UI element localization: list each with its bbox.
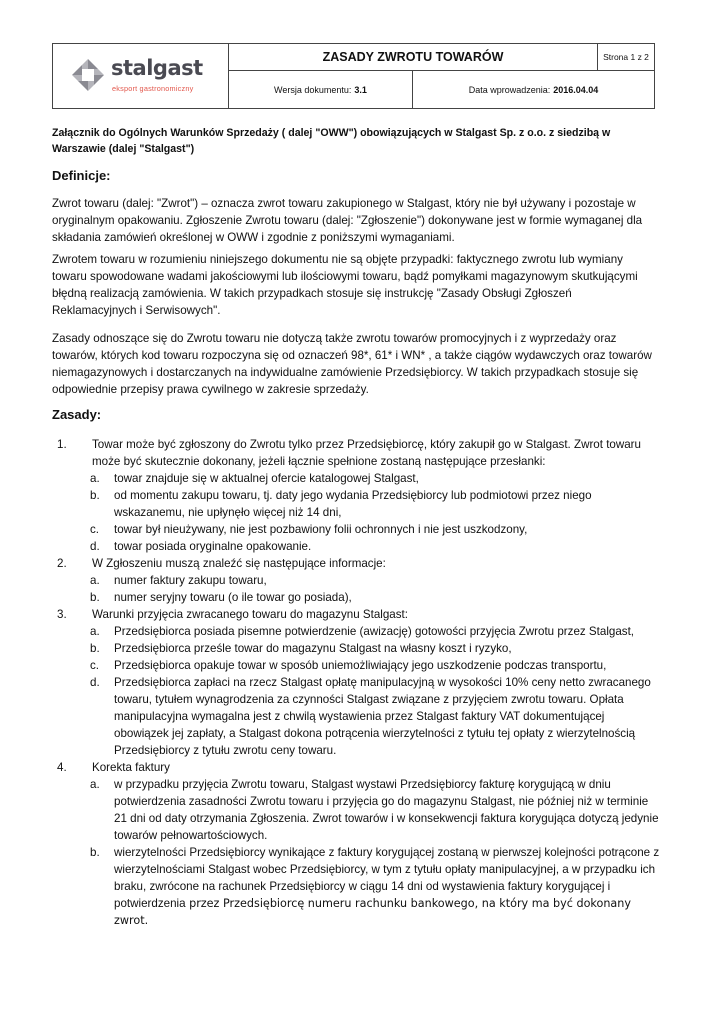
subitem-text: w przypadku przyjęcia Zwrotu towaru, Stalgast wystawi Przedsiębiorcy fakturę korygującą w dniu potwierdzenia zasadności Zwrotu towaru i przyjęcia go do magazynu Stalgast, nie później niż w terminie 21 dni od daty otrzymania Zgłoszenia. Zwrot towarów i w konsekwencji faktura korygująca dotyczą jedynie towarów pełnowartościowych. xyxy=(114,778,659,842)
rule-subitem xyxy=(52,487,662,521)
subitem-text: Przedsiębiorca opakuje towar w sposób uniemożliwiający jego uszkodzenie podczas transportu, xyxy=(114,659,607,672)
subitem-text: numer seryjny towaru (o ile towar go posiada), xyxy=(114,591,352,604)
version-label: Wersja dokumentu: xyxy=(274,84,352,95)
rule-text: Warunki przyjęcia zwracanego towaru do magazynu Stalgast: xyxy=(92,608,408,621)
rule-text: Korekta faktury xyxy=(92,761,170,774)
rule-item xyxy=(52,759,662,776)
rules-heading: Zasady: xyxy=(52,407,102,422)
subitem-text: Przedsiębiorca zapłaci na rzecz Stalgast opłatę manipulacyjną w wysokości 10% ceny netto zwracanego towaru, tytułem wynagrodzenia za czynności Stalgast związane z przyjęciem zwrotu towaru. Opłata manipulacyjna wymagalna jest z chwilą wystawienia przez Stalgast faktury VAT dokumentującej obowiązek jej zapłaty, a Stalgast dokona potrącenia wierzytelności z tytułu tej opłaty z wierzytelnością Przedsiębiorcy z tytułu zwrotu ceny towaru. xyxy=(114,676,651,757)
rule-item xyxy=(52,555,662,572)
rule-text: W Zgłoszeniu muszą znaleźć się następujące informacje: xyxy=(92,557,386,570)
date-value: 2016.04.04 xyxy=(553,84,599,95)
definition-paragraph: Zwrotem towaru w rozumieniu niniejszego dokumentu nie są objęte przypadki: faktycznego zwrotu lub wymiany towaru spowodowane wadami jakościowymi lub ilościowymi towaru, bądź pomyłkami magazynowym skutkującymi błędną realizacją zamówienia. W takich przypadkach stosuje się instrukcję "Zasady Obsługi Zgłoszeń Reklamacyjnych i Serwisowych". xyxy=(52,253,638,317)
logo-mark-icon xyxy=(71,58,105,92)
rule-item xyxy=(52,436,662,470)
subitem-letter: a. xyxy=(90,472,100,485)
subitem-text-tail: przez Przedsiębiorcę numeru rachunku bankowego, na który ma być dokonany zwrot. xyxy=(114,897,631,927)
subitem-letter: a. xyxy=(90,625,100,638)
subitem-letter: a. xyxy=(90,574,100,587)
subitem-letter: a. xyxy=(90,778,100,791)
subitem-letter: d. xyxy=(90,676,100,689)
subitem-letter: b. xyxy=(90,489,100,502)
document-title: ZASADY ZWROTU TOWARÓW xyxy=(229,44,598,71)
subitem-text: wierzytelności Przedsiębiorcy wynikające z faktury korygującej zostaną w pierwszej kolejności potrącone z wierzytelnościami Stalgast wobec Przedsiębiorcy, w tym z tytułu opłaty manipulacyjnej, a w przypadku ich braku, zwrócone na rachunek Przedsiębiorcy w ciągu 14 dni od wystawienia faktury korygującej i potwierdzenia xyxy=(114,846,660,910)
subitem-letter: c. xyxy=(90,659,100,672)
page-number: Strona 1 z 2 xyxy=(598,44,654,71)
subitem-letter: d. xyxy=(90,540,100,553)
subitem-letter: b. xyxy=(90,846,100,859)
subitem-text: od momentu zakupu towaru, tj. daty jego wydania Przedsiębiorcy lub podmiotowi przez niego wskazanemu, nie upłynęło więcej niż 14 dni, xyxy=(114,489,592,519)
annex-paragraph: Załącznik do Ogólnych Warunków Sprzedaży ( dalej "OWW") obowiązujących w Stalgast Sp. z o.o. z siedzibą w Warszawie (dalej "Stalgast") xyxy=(52,127,611,155)
stalgast-logo xyxy=(71,56,211,96)
version-value: 3.1 xyxy=(354,84,367,95)
rule-text: Towar może być zgłoszony do Zwrotu tylko przez Przedsiębiorcę, który zakupił go w Stalgast. Zwrot towaru może być skutecznie dokonany, jeżeli łącznie spełnione zostaną następujące przesłanki: xyxy=(92,438,641,468)
rule-subitem xyxy=(52,623,662,640)
rule-subitem xyxy=(52,572,662,589)
definition-paragraph: Zasady odnoszące się do Zwrotu towaru nie dotyczą także zwrotu towarów promocyjnych i z wyprzedaży oraz towarów, których kod towaru rozpoczyna się od oznaczeń 98*, 61* i WN* , a także ciągów wydawczych oraz towarów niemagazynowych i dostarczanych na indywidualne zamówienie Przedsiębiorcy. W takich przypadkach stosuje się odpowiednie przepisy prawa cywilnego w zakresie sprzedaży. xyxy=(52,332,652,396)
logo-cell xyxy=(53,44,229,108)
rule-number: 4. xyxy=(57,761,67,774)
subitem-text: Przedsiębiorca prześle towar do magazynu Stalgast na własny koszt i ryzyko, xyxy=(114,642,512,655)
rules-list xyxy=(52,436,662,929)
introduction-date xyxy=(413,71,654,108)
subitem-letter: b. xyxy=(90,642,100,655)
rule-subitem xyxy=(52,640,662,657)
rule-subitem xyxy=(52,776,662,844)
rule-subitem xyxy=(52,521,662,538)
subitem-text: Przedsiębiorca posiada pisemne potwierdzenie (awizację) gotowości przyjęcia Zwrotu przez Stalgast, xyxy=(114,625,635,638)
subitem-text: numer faktury zakupu towaru, xyxy=(114,574,267,587)
rule-subitem xyxy=(52,844,662,929)
rule-subitem xyxy=(52,538,662,555)
subitem-letter: b. xyxy=(90,591,100,604)
logo-tagline: eksport gastronomiczny xyxy=(112,84,194,93)
rule-number: 1. xyxy=(57,438,67,451)
subitem-letter: c. xyxy=(90,523,100,536)
date-label: Data wprowadzenia: xyxy=(468,84,551,95)
subitem-text: towar posiada oryginalne opakowanie. xyxy=(114,540,312,553)
document-version xyxy=(229,71,413,108)
subitem-text: towar znajduje się w aktualnej ofercie katalogowej Stalgast, xyxy=(114,472,419,485)
rule-subitem xyxy=(52,470,662,487)
rule-subitem xyxy=(52,657,662,674)
rule-number: 3. xyxy=(57,608,67,621)
rule-number: 2. xyxy=(57,557,67,570)
rule-item xyxy=(52,606,662,623)
rule-subitem xyxy=(52,589,662,606)
rule-subitem xyxy=(52,674,662,759)
definitions-heading: Definicje: xyxy=(52,168,111,183)
document-header xyxy=(52,43,655,109)
logo-wordmark: stalgast xyxy=(111,56,203,80)
definition-paragraph: Zwrot towaru (dalej: "Zwrot") – oznacza zwrot towaru zakupionego w Stalgast, który nie był używany i pozostaje w oryginalnym opakowaniu. Zgłoszenie Zwrotu towaru (dalej: "Zgłoszenie") dokonywane jest w formie wymaganej dla składania zamówień określonej w OWW i zgodnie z poniższymi wymaganiami. xyxy=(52,197,643,244)
subitem-text: towar był nieużywany, nie jest pozbawiony folii ochronnych i nie jest uszkodzony, xyxy=(114,523,528,536)
